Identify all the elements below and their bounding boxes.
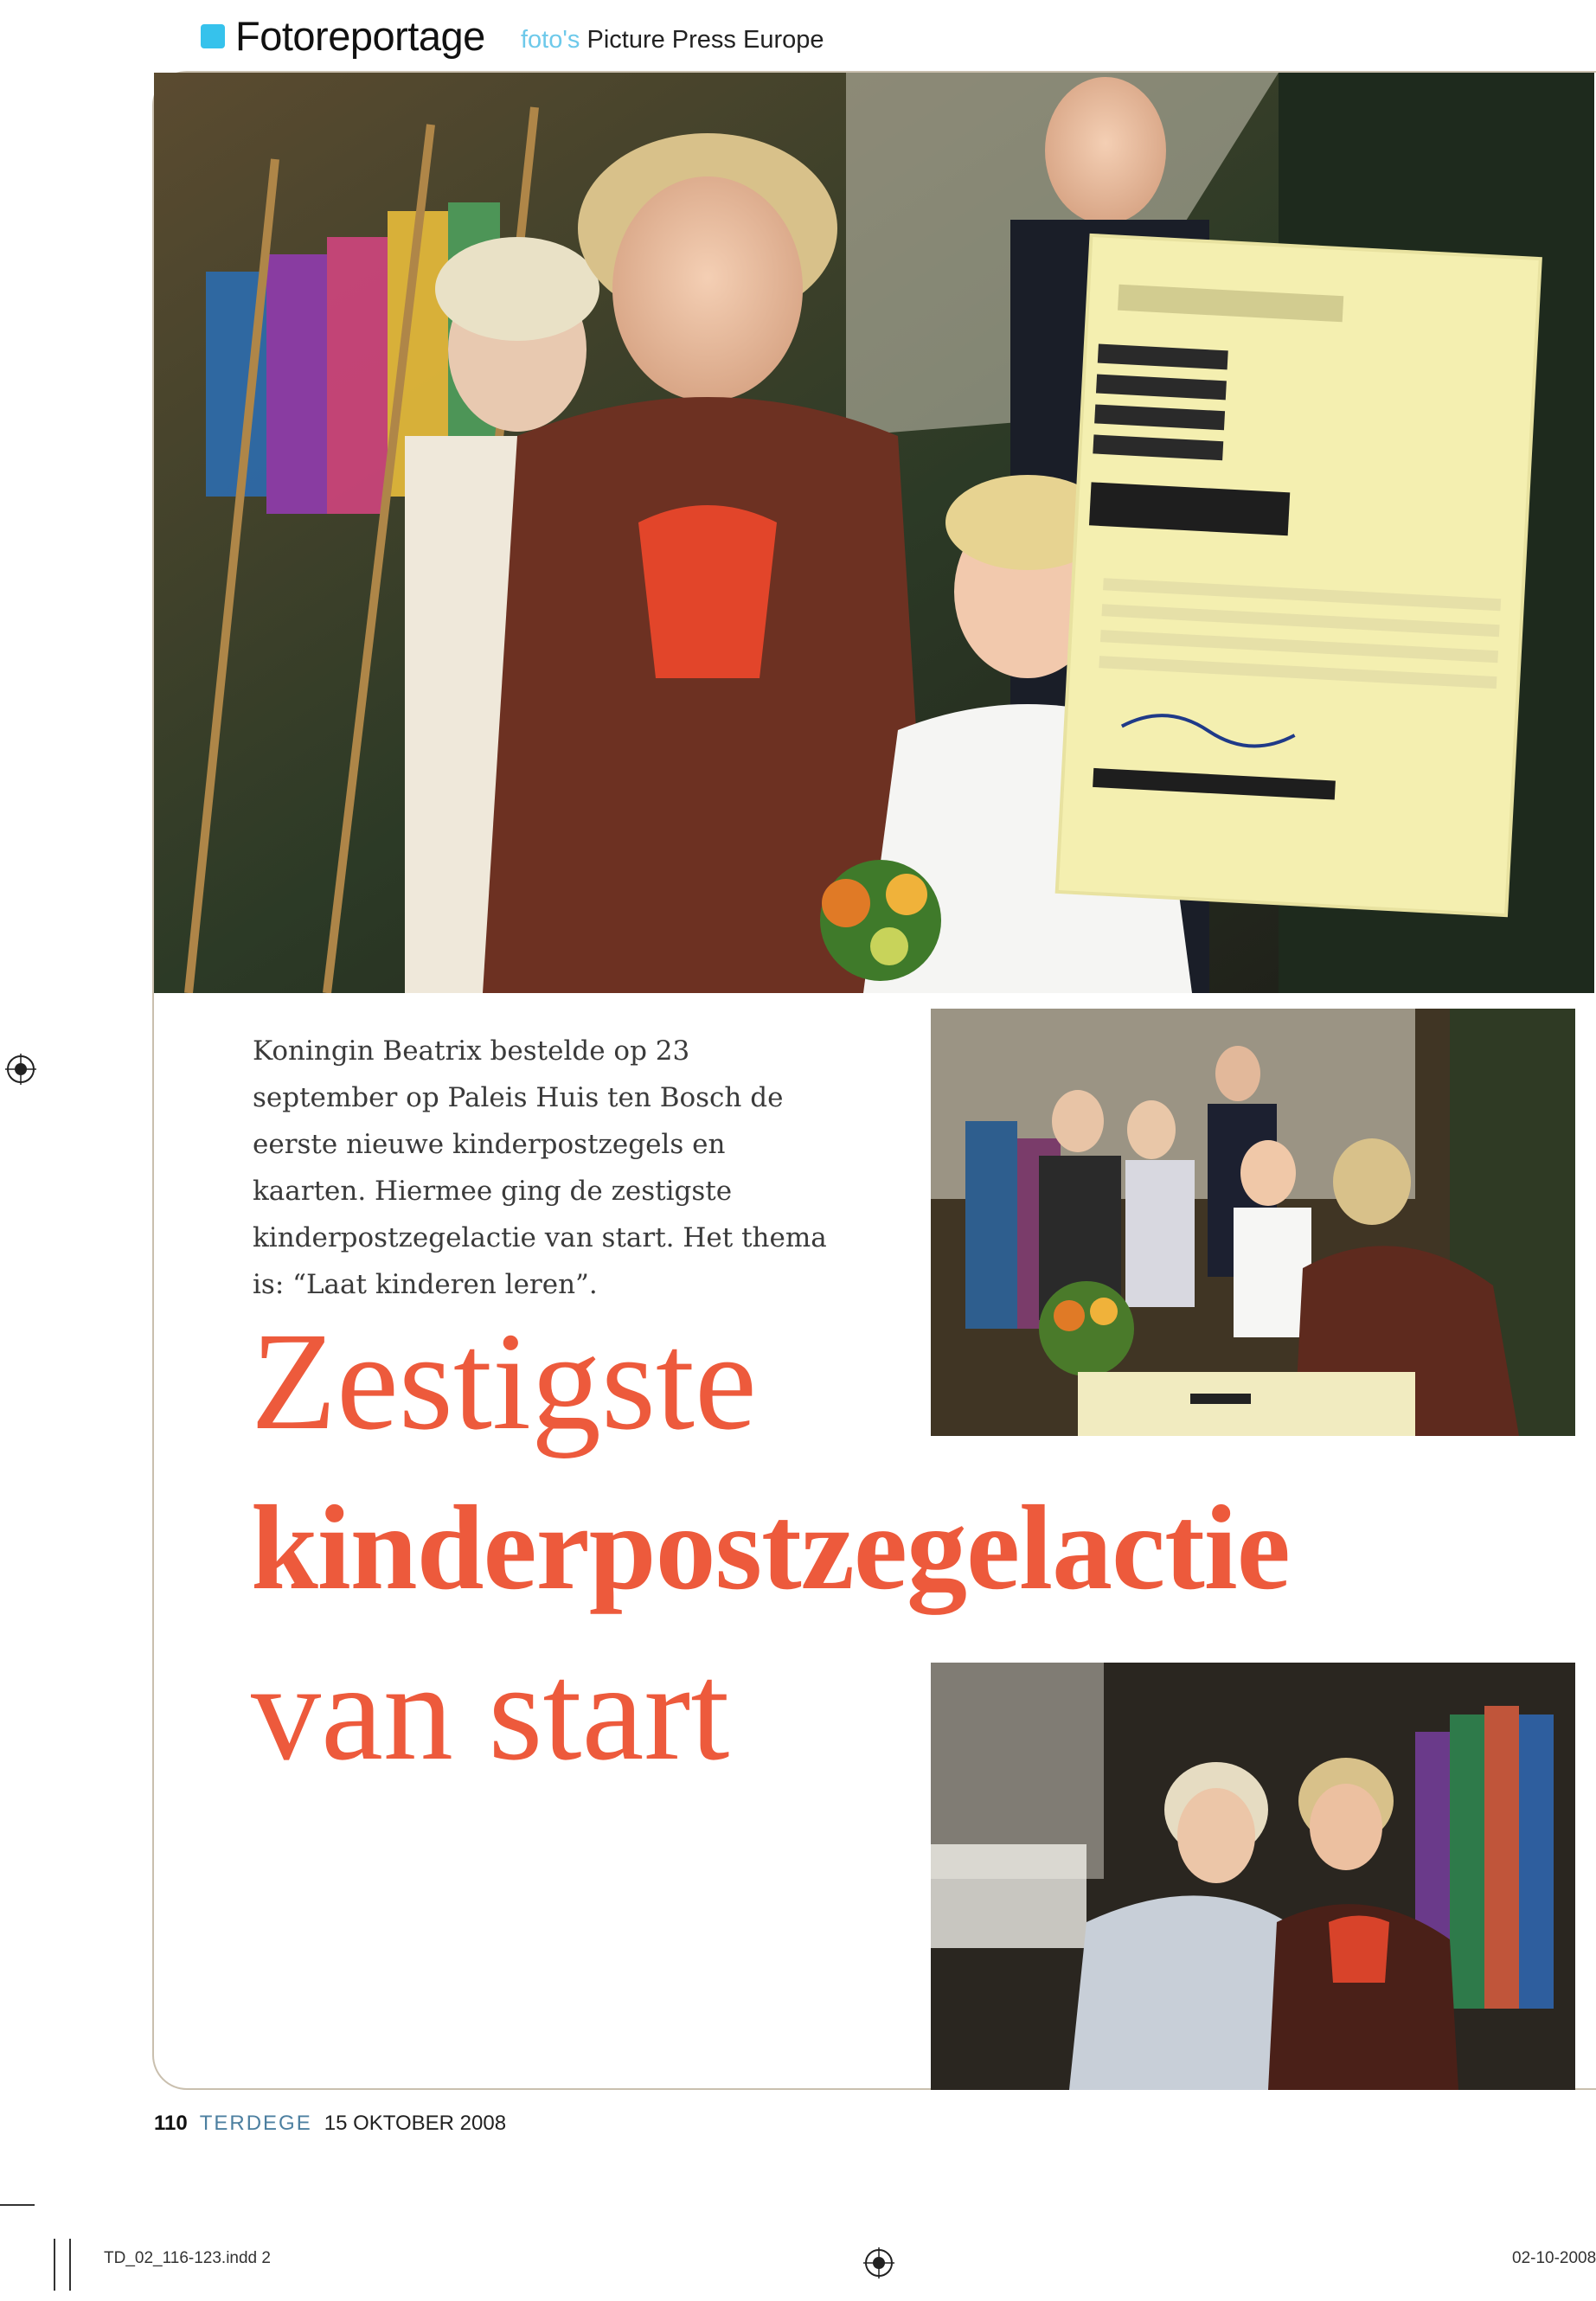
headline-line-3: van start [251,1635,730,1790]
magazine-name: TERDEGE [199,2112,312,2135]
section-marker-icon [201,24,225,48]
intro-paragraph: Koningin Beatrix bestelde op 23 september op Paleis Huis ten Bosch de eerste nieuwe kinderpostzegels en kaarten. Hiermee ging de zestigste kinderpostzegelactie van start. Het thema is: “Laat kinderen leren”. [253,1035,827,1300]
section-title: Fotoreportage [235,13,485,59]
credit-name: Picture Press Europe [586,26,824,54]
crop-mark [69,2239,71,2291]
easel-photo [931,1663,1575,2090]
slug-date: 02-10-2008 [1512,2249,1596,2267]
main-photo [154,73,1594,993]
crop-mark [54,2239,55,2291]
crop-mark [0,2204,35,2206]
page-number: 110 [154,2112,188,2135]
signing-photo [931,1009,1575,1436]
registration-mark-icon [863,2247,894,2279]
registration-mark-icon [5,1054,36,1085]
headline-line-2: kinderpostzegelactie [251,1481,1290,1615]
headline-line-1: Zestigste [251,1304,757,1459]
issue-date: 15 OKTOBER 2008 [324,2112,507,2135]
credit-label: foto's [521,26,580,54]
folio [154,2111,506,2137]
photo-credit [521,22,824,57]
slug-filename: TD_02_116-123.indd 2 [104,2249,271,2267]
